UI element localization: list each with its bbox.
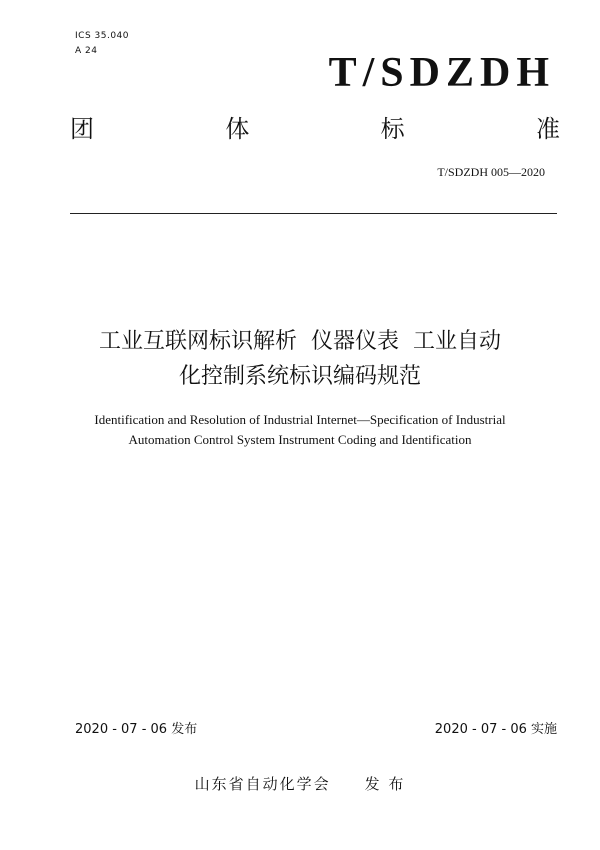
implementation-date: 2020 - 07 - 06 实施: [434, 722, 557, 737]
organization-code: T/SDZDH: [328, 50, 555, 96]
ccs-code: A 24: [75, 46, 98, 56]
ics-code: ICS 35.040: [75, 31, 130, 41]
standard-type-char: 团: [70, 115, 94, 143]
header-divider: [70, 213, 557, 214]
title-chinese-line-2: 化控制系统标识编码规范: [178, 364, 421, 389]
issue-date: 2020 - 07 - 06 发布: [75, 722, 198, 737]
title-chinese-line-1: 工业互联网标识解析 仪器仪表 工业自动: [99, 329, 501, 354]
publisher-name: 山东省自动化学会: [194, 775, 331, 793]
standard-type-char: 准: [535, 115, 560, 143]
standard-type-char: 标: [380, 115, 405, 143]
title-english-line-2: Automation Control System Instrument Coding and Identification: [128, 432, 472, 447]
standard-number: T/SDZDH 005—2020: [437, 165, 545, 179]
title-english-line-1: Identification and Resolution of Industrial Internet—Specification of Industrial: [94, 412, 506, 427]
publish-action: 发 布: [364, 775, 406, 793]
standard-type-char: 体: [225, 115, 250, 143]
standard-type: [70, 117, 560, 141]
publisher-line: [0, 773, 600, 794]
